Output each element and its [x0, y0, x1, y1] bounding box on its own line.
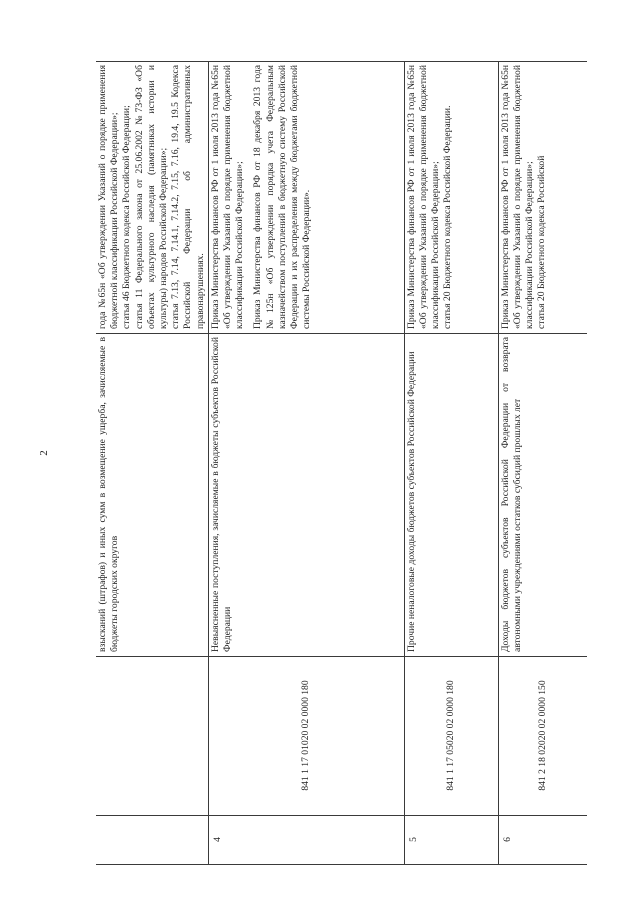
legal-basis-line: Приказ Министерства финансов РФ от 1 июля 2013 года №65н «Об утверждении Указаний о порядке применения бюджетной классификации Российской Федерации»; [405, 65, 442, 329]
revenue-codes-table [96, 61, 587, 865]
revenue-code-cell: 841 1 17 01020 02 0000 180 [208, 657, 404, 816]
legal-basis-line: статья 11 Федерального закона от 25.06.2002 №73-ФЗ «Об объектах культурного наследия (памятниках истории и культуры) народов Российской Федерации»; [133, 65, 170, 329]
legal-basis-line: Приказ Министерства финансов РФ от 1 июля 2013 года №65н «Об утверждении Указаний о порядке применения бюджетной классификации Российской Федерации»; [209, 65, 246, 329]
table-row [498, 62, 587, 865]
legal-basis-line: статья 20 Бюджетного кодекса Российской Федерации. [442, 105, 454, 329]
legal-basis-cell [208, 62, 404, 334]
legal-basis-line: Приказ Министерства финансов РФ от 18 декабря 2013 года №125н «Об утверждении порядка учета Федеральным казначейством поступлений в бюджетную систему Российской Федерации и их распределения между бюджетами бюджетной системы Российской Федерации». [252, 65, 313, 329]
row-number-cell: 6 [498, 816, 587, 865]
page-number: 2 [38, 450, 50, 456]
table-row [404, 62, 498, 865]
revenue-table-body [96, 62, 585, 865]
revenue-code-cell [96, 657, 208, 816]
legal-basis-line: Приказ Министерства финансов РФ от 1 июля 2013 года №65н «Об утверждении Указаний о порядке применения бюджетной классификации Российской Федерации»; [499, 65, 536, 329]
table-row [208, 62, 404, 865]
row-number-cell [96, 816, 208, 865]
row-number-cell: 4 [208, 816, 404, 865]
legal-basis-line: года №65н «Об утверждении Указаний о порядке применения бюджетной классификации Российской Федерации»; [97, 65, 121, 329]
revenue-code-cell: 841 1 17 05020 02 0000 180 [404, 657, 498, 816]
legal-basis-cell [498, 62, 587, 334]
revenue-code-cell: 841 2 18 02020 02 0000 150 [498, 657, 587, 816]
legal-basis-line: статья 20 Бюджетного кодекса Российской [536, 155, 548, 329]
legal-basis-cell [96, 62, 208, 334]
legal-basis-line: статья 46 Бюджетного кодекса Российской Федерации; [121, 105, 133, 329]
table-row-continuation [96, 62, 208, 865]
revenue-table [96, 62, 585, 865]
revenue-name-cell: Доходы бюджетов субъектов Российской Федерации от возврата автономными учреждениями остатков субсидий прошлых лет [498, 334, 587, 657]
revenue-name-cell: взысканий (штрафов) и иных сумм в возмещение ущерба, зачисляемые в бюджеты городских округов [96, 334, 208, 657]
row-number-cell: 5 [404, 816, 498, 865]
revenue-name-cell: Прочие неналоговые доходы бюджетов субъектов Российской Федерации [404, 334, 498, 657]
legal-basis-line: статья 7.13, 7.14, 7.14.1, 7.14.2, 7.15, 7.16, 19.4, 19.5 Кодекса Российской Федерации об административных правонарушениях. [170, 65, 206, 329]
legal-basis-cell [404, 62, 498, 334]
revenue-name-cell: Невыясненные поступления, зачисляемые в бюджеты субъектов Российской Федерации [208, 334, 404, 657]
